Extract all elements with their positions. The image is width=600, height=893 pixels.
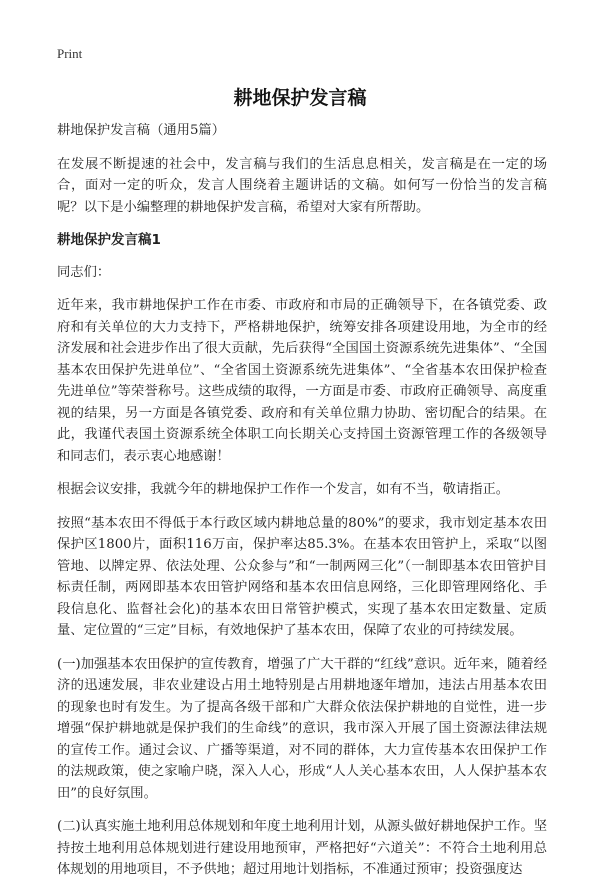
body-paragraph: 按照“基本农田不得低于本行政区域内耕地总量的80%”的要求，我市划定基本农田保护区1800片，面积116万亩，保护率达85.3%。在基本农田管护上，采取“以图管地、以牌定界、依法处理、公众参与”和“一制两网三化”（一制即基本农田管护目标责任制，两网即基本农田管护网络和基本农田信息网络，三化即管理网络化、手段信息化、监督社会化)的基本农田日常管护模式，实现了基本农田定数量、定质量、定位置的“三定”目标，有效地保护了基本农田，保障了农业的可持续发展。 [57,515,547,638]
body-paragraph: (一)加强基本农田保护的宣传教育，增强了广大干群的“红线”意识。近年来，随着经济的迅速发展，非农业建设占用土地特别是占用耕地逐年增加，违法占用基本农田的现象也时有发生。为了提高各级干部和广大群众依法保护耕地的自觉性，进一步增强“保护耕地就是保护我们的生命线”的意识，我市深入开展了国土资源法律法规的宣传工作。通过会议、广播等渠道，对不同的群体，大力宣传基本农田保护工作的法规政策，使之家喻户晓，深入人心，形成“人人关心基本农田，人人保护基本农田”的良好氛围。 [57,656,547,801]
print-link[interactable]: Print [57,46,83,61]
body-paragraph: 近年来，我市耕地保护工作在市委、市政府和市局的正确领导下，在各镇党委、政府和有关单位的大力支持下，严格耕地保护，统筹安排各项建设用地，为全市的经济发展和社会进步作出了很大贡献，先后获得“全国国土资源系统先进集体”、“全国基本农田保护先进单位”、“全省国土资源系统先进集体”、“全省基本农田保护检查先进单位”等荣誉称号。这些成绩的取得，一方面是市委、市政府正确领导、高度重视的结果，另一方面是各镇党委、政府和有关单位鼎力协助、密切配合的结果。在此，我谨代表国土资源系统全体职工向长期关心支持国土资源管理工作的各级领导和同志们，表示衷心地感谢！ [57,298,547,464]
section-heading: 耕地保护发言稿1 [57,232,161,248]
greeting: 同志们： [57,264,111,280]
body-paragraph: (二)认真实施土地利用总体规划和年度土地利用计划，从源头做好耕地保护工作。坚持按土地利用总体规划进行建设用地预审，严格把好“六道关”：不符合土地利用总体规划的用地项目，不予供地；超过用地计划指标，不准通过预审；投资强度达 [57,819,547,877]
document-title: 耕地保护发言稿 [233,87,367,109]
document-body [57,120,547,893]
document-subtitle: 耕地保护发言稿（通用5篇） [57,123,226,138]
body-paragraph: 根据会议安排，我就今年的耕地保护工作作一个发言，如有不当，敬请指正。 [57,482,510,497]
intro-paragraph: 在发展不断提速的社会中，发言稿与我们的生活息息相关，发言稿是在一定的场合，面对一定的听众，发言人围绕着主题讲话的文稿。如何写一份恰当的发言稿呢？以下是小编整理的耕地保护发言稿，希望对大家有所帮助。 [57,156,547,215]
